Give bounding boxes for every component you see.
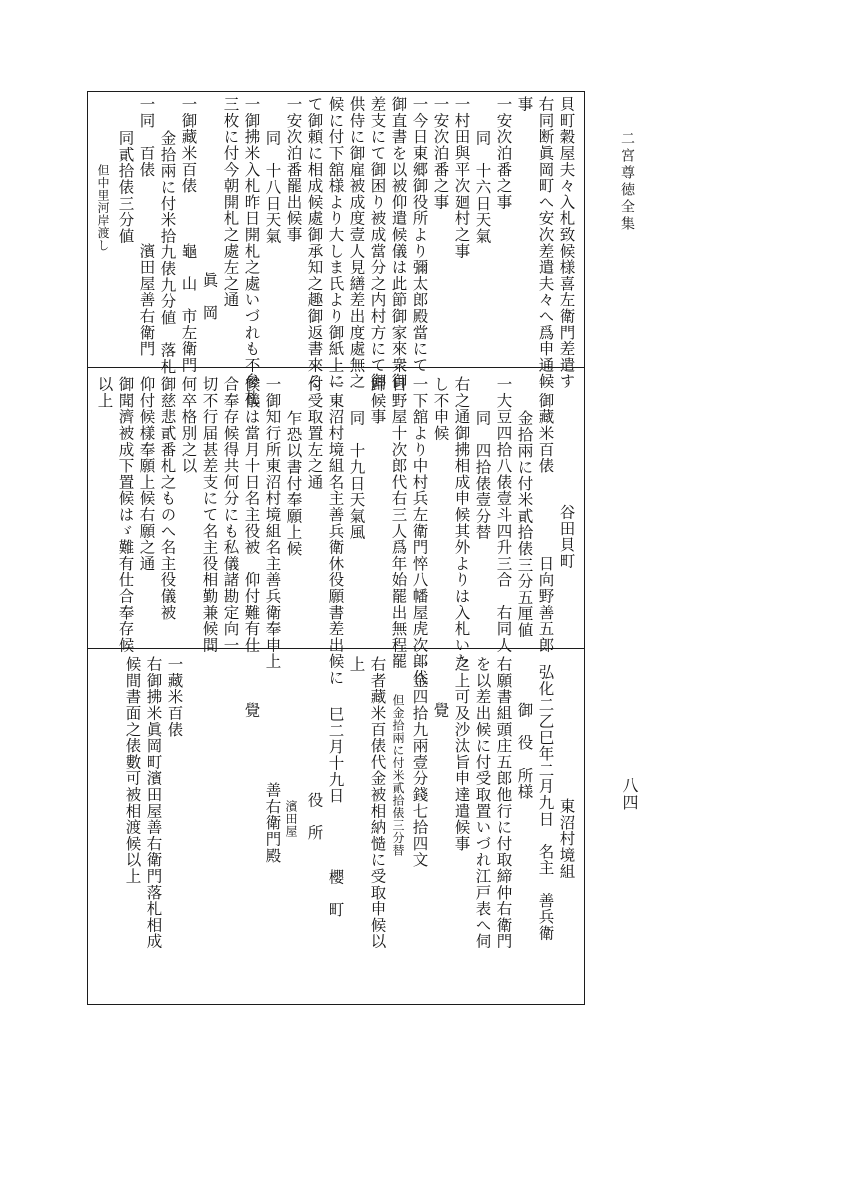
text-column: 一御拂米入札昨日開札之處いづれも不參札: [242, 96, 261, 406]
text-column: 但中里河岸渡し: [96, 164, 110, 252]
text-column: 付受取置左之通: [305, 376, 324, 491]
text-column: 同貳拾俵三分値: [116, 130, 135, 245]
text-column: 御 役 所様: [515, 702, 534, 800]
text-column: 以上: [95, 376, 114, 409]
text-column: 金拾兩に付米拾九俵九分値 落札: [158, 130, 177, 375]
text-column: 合奉存候得共何分にも私儀諸勘定向一: [221, 376, 240, 654]
text-column: 切不行届甚差支にて名主役相勤兼候間: [200, 376, 219, 654]
text-column: 上: [347, 656, 366, 673]
text-column: 御直書を以被仰遣候儀は此節御家來衆御: [389, 96, 408, 390]
text-column: 巳二月十九日 櫻 町: [326, 706, 345, 918]
text-column: 候間書面之俵數可被相渡候以上: [123, 656, 142, 885]
text-column: 一安次泊番罷出候事: [284, 96, 303, 243]
text-column: 同 十六日天氣: [473, 130, 492, 245]
text-column: を以差出候に付受取置いづれ江戸表へ伺: [473, 656, 492, 950]
text-column: 何卒格別之以: [179, 376, 198, 474]
text-column: 一御藏米百俵 日向野善五郎: [536, 376, 555, 654]
text-column: て御頼に相成候處御承知之趣御返書來る: [305, 96, 324, 390]
text-column: 一今日東郷御役所より彌太郎殿當にて: [410, 96, 429, 374]
text-column: 同 四拾俵壹分替: [473, 410, 492, 541]
text-column: 候に付下舘様より大しま氏より御紙上に: [326, 96, 345, 390]
text-column: 右願書組頭庄五郎他行に付取締仲右衛門: [494, 656, 513, 950]
text-column: 右者藏米百俵代金被相納慥に受取申候以: [368, 656, 387, 950]
text-column: 右御拂米眞岡町濱田屋善右衛門落札相成: [144, 656, 163, 950]
text-column: 一下舘より中村兵左衛門悴八幡屋虎次郎代: [410, 376, 429, 686]
text-column: 濱田屋: [284, 800, 298, 838]
text-column: 候儀は當月十日名主役被 仰付難有仕: [242, 376, 261, 654]
text-column: 一東沼村境組名主善兵衛休役願書差出候に: [326, 376, 345, 686]
text-column: 仰付候樣奉願上候右願之通: [137, 376, 156, 572]
text-column: 事: [515, 96, 534, 113]
text-column: 一藏米百俵: [165, 656, 184, 738]
text-column: 之上可及沙汰旨申達遣候事: [452, 656, 471, 852]
text-column: 歸候事: [368, 376, 387, 425]
text-column: 差支にて御困り被成當分之内村方にて御: [368, 96, 387, 390]
text-column: 右之通御拂相成申候其外よりは入札いた: [452, 376, 471, 670]
text-column: 三枚に付今朝開札之處左之通: [221, 96, 240, 308]
text-column: 一大豆四拾八俵壹斗四升三合 右同人: [494, 376, 513, 654]
text-column: 御慈悲貳番札之ものへ名主役儀被: [158, 376, 177, 621]
text-column: 一金四拾九兩壹分錢七拾四文: [410, 656, 429, 868]
book-title: 二宮尊徳全集: [619, 131, 635, 233]
text-column: 同 十九日天氣風: [347, 410, 366, 541]
text-column: 一安次泊番之事: [494, 96, 513, 211]
text-column: 谷田貝町: [557, 504, 576, 570]
text-column: 貝町穀屋夫々入札致候様喜左衛門差遣す: [557, 96, 576, 390]
text-column: 日野屋十次郎代右三人爲年始罷出無程罷: [389, 376, 408, 670]
text-column: 同 十八日天氣: [263, 130, 282, 245]
text-column: 但金拾兩に付米貳拾俵三分替: [391, 694, 405, 857]
text-column: 弘化二乙巳年二月九日 名主 善兵衛: [536, 664, 555, 942]
text-column: 東沼村境組: [557, 798, 576, 880]
text-column: 眞 岡: [200, 272, 219, 321]
text-column: 一安次泊番之事: [431, 96, 450, 211]
text-column: 乍恐以書付奉願上候: [284, 410, 303, 557]
text-column: 一村田與平次廻村之事: [452, 96, 471, 259]
text-column: 役 所: [305, 792, 324, 841]
text-column: 善右衛門殿: [263, 782, 282, 864]
text-column: 覺: [242, 702, 261, 719]
text-column: 右同断眞岡町へ安次差遣夫々へ爲申通候: [536, 96, 555, 390]
text-column: 供侍に御雇被成度壹人見繕差出度處無之: [347, 96, 366, 390]
text-frame: [87, 91, 585, 1005]
text-column: 金拾兩に付米貳拾俵三分五厘値: [515, 410, 534, 639]
text-column: 御聞濟被成下置候はゞ難有仕合奉存候: [116, 376, 135, 654]
text-column: 覺: [431, 702, 450, 719]
text-column: 一御知行所東沼村境組名主善兵衛奉申上: [263, 376, 282, 670]
text-column: 一御藏米百俵 龜 山 市左衛門: [179, 96, 198, 374]
text-column: 一同 百俵 濱田屋善右衛門: [137, 96, 156, 357]
text-column: し不申候: [431, 376, 450, 442]
page-number: 八四: [620, 777, 639, 811]
